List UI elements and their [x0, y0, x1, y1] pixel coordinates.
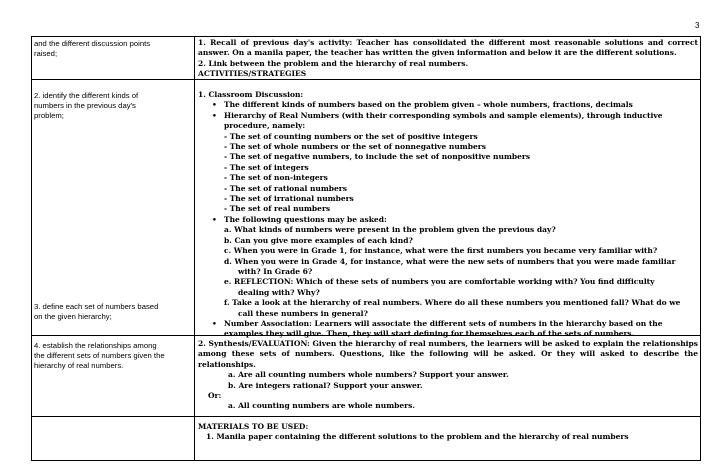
- column-divider: [194, 37, 195, 460]
- set-item: - The set of non-integers: [224, 173, 328, 183]
- row-divider: [32, 416, 700, 417]
- materials-heading: MATERIALS TO BE USED:: [198, 422, 309, 431]
- page-number: 3: [695, 21, 700, 30]
- question-item: a. What kinds of numbers were present in the problem given the previous day?: [224, 225, 556, 235]
- question-item: c. When you were in Grade 1, for instance, what were the first numbers you became very familiar with?: [224, 246, 658, 256]
- questions-bullet: • The following questions may be asked:: [198, 215, 698, 225]
- question-item: e. REFLECTION: Which of these sets of numbers you are comfortable working with? You find difficulty: [224, 277, 655, 287]
- discussion-section: 1. Classroom Discussion: • The different kinds of numbers based on the problem given – whole numbers, fractions, decimals • Hierarchy of Real Numbers (with their corresponding symbols and sample elements), through inductive procedure, namely: - The set of counting numbers or the set of positive integers - The set of whole numbers or the set of nonnegative numbers - The set of negative numbers, to include the set of nonpositive numbers - The set of integers - The set of non-integers - The set of rational numbers - The set of irrational numbers - The set of real numbers • The following questions may be asked: a. What kinds of numbers were present in the problem given the previous day? b. Can you give more examples of each kind? c. When you were in Grade 1, for instance, what were the first numbers you became very familiar with? d. When you were in Grade 4, for instance, what were the new sets of numbers that you were made familiar with? In Grade 6? e. REFLECTION: Which of these sets of numbers you are comfortable working with? You find difficulty dealing with? Why? f. Take a look at the hierarchy of real numbers. Where do all these numbers you mentioned fall? What do we call these numbers in general? • Number Association: Learners will associate the different sets of numbers in the hierarchy based on the examples they will give. Then, they will start defining for themselves each of the sets of numbers.: [198, 90, 698, 340]
- objective-3: 3. define each set of numbers based on the given hierarchy;: [34, 302, 159, 321]
- set-item: - The set of counting numbers or the set of positive integers: [224, 131, 478, 141]
- set-item: - The set of rational numbers: [224, 183, 347, 193]
- synthesis-text: 2. Synthesis/EVALUATION: Given the hierarchy of real numbers, the learners will be asked to explain the relationships among these sets of numbers. Questions, like the following will be asked. Or they will asked to describe the relationships.: [198, 339, 698, 369]
- recall-text: 1. Recall of previous day's activity: Teacher has consolidated the different most reasonable solutions and correct answer. On a manila paper, the teacher has written the given information and below it are the different solutions.: [198, 38, 698, 58]
- objective-1: and the different discussion points raised;: [34, 39, 151, 58]
- question-item: b. Can you give more examples of each kind?: [224, 235, 413, 245]
- materials-section: [198, 422, 698, 443]
- set-item: - The set of integers: [224, 162, 309, 172]
- kinds-bullet: • The different kinds of numbers based on the problem given – whole numbers, fractions, decimals: [198, 100, 698, 110]
- question-item: f. Take a look at the hierarchy of real numbers. Where do all these numbers you mentioned fall? What do we: [224, 298, 681, 308]
- set-item: - The set of negative numbers, to include the set of nonpositive numbers: [224, 152, 531, 162]
- set-item: - The set of irrational numbers: [224, 194, 354, 204]
- link-text: 2. Link between the problem and the hierarchy of real numbers.: [198, 58, 469, 68]
- synthesis-section: 2. Synthesis/EVALUATION: Given the hierarchy of real numbers, the learners will be asked to explain the relationships among these sets of numbers. Questions, like the following will be asked. Or they will asked to describe the relationships. a. Are all counting numbers whole numbers? Support your answer. b. Are integers rational? Support your answer. Or: a. All counting numbers are whole numbers.: [198, 339, 698, 411]
- association-bullet: • Number Association: Learners will associate the different sets of numbers in the hierarchy based on the: [198, 319, 698, 329]
- question-item: d. When you were in Grade 4, for instance, what were the new sets of numbers that you were made familiar: [224, 256, 676, 266]
- recall-section: [198, 38, 698, 80]
- activities-heading: ACTIVITIES/STRATEGIES: [198, 69, 307, 79]
- objective-2: 2. identify the different kinds of numbers in the previous day's problem;: [34, 91, 139, 120]
- objective-4: 4. establish the relationships among the different sets of numbers given the hierarchy of real numbers.: [34, 341, 165, 370]
- discussion-heading: 1. Classroom Discussion:: [198, 90, 304, 99]
- set-item: - The set of whole numbers or the set of nonnegative numbers: [224, 142, 486, 152]
- set-item: - The set of real numbers: [224, 204, 331, 214]
- hierarchy-bullet: • Hierarchy of Real Numbers (with their corresponding symbols and sample elements), through inductive: [198, 111, 698, 121]
- materials-item: 1. Manila paper containing the different solutions to the problem and the hierarchy of real numbers: [206, 432, 629, 442]
- lesson-table: [31, 36, 701, 461]
